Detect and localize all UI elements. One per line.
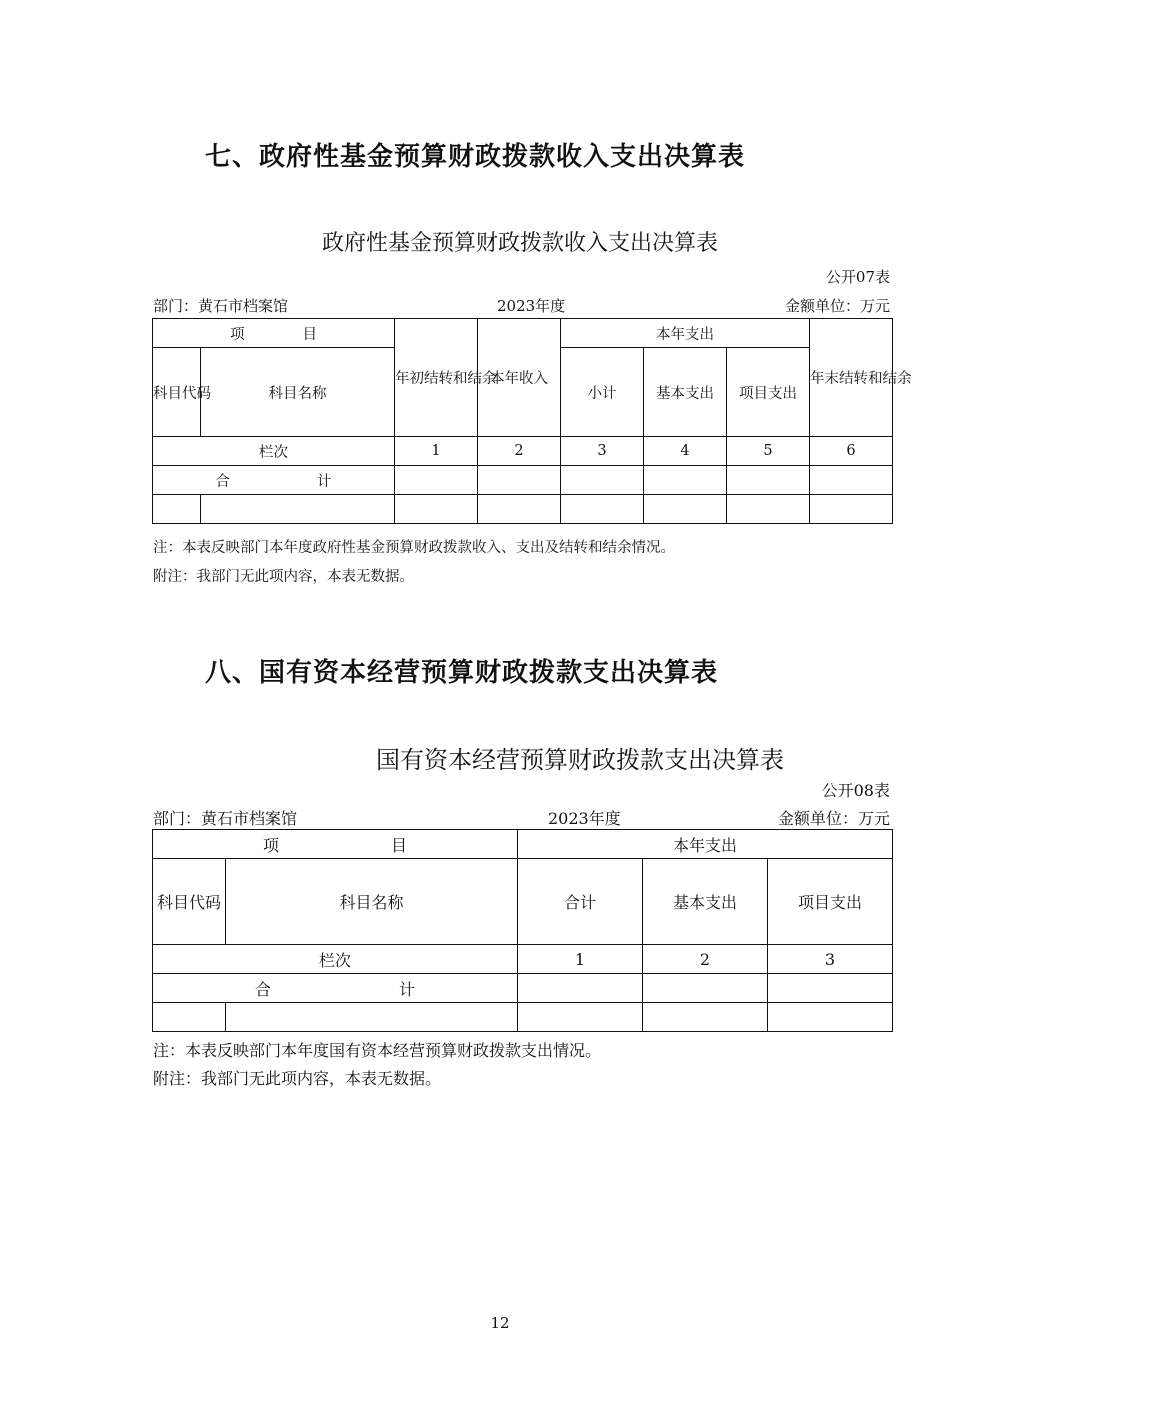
col-number: 3 (768, 945, 893, 974)
table-cell (561, 495, 644, 524)
table7-dept: 部门：黄石市档案馆 (153, 297, 289, 315)
header-expense-group: 本年支出 (518, 830, 893, 859)
table-cell (810, 466, 893, 495)
header-code: 科目代码 (153, 348, 201, 437)
table8-year: 2023年度 (548, 809, 621, 828)
table-cell (395, 466, 478, 495)
table-cell (768, 1003, 893, 1032)
header-name: 科目名称 (201, 348, 395, 437)
table-cell (561, 466, 644, 495)
table7-year: 2023年度 (497, 297, 566, 315)
total-label: 合 计 (153, 466, 395, 495)
table7-unit: 金额单位：万元 (784, 297, 890, 315)
page-number: 12 (490, 1314, 510, 1332)
table7 (152, 318, 912, 524)
col-number: 2 (643, 945, 768, 974)
table-cell (226, 1003, 518, 1032)
col-number: 1 (395, 437, 478, 466)
table-cell (644, 466, 727, 495)
table7-title: 政府性基金预算财政拨款收入支出决算表 (321, 231, 718, 256)
header-project: 项目支出 (727, 348, 810, 437)
section8-heading: 八、国有资本经营预算财政拨款支出决算表 (205, 658, 719, 688)
header-begin-balance: 年初结转和结余 (395, 319, 478, 437)
header-income: 本年收入 (478, 319, 561, 437)
table8-title: 国有资本经营预算财政拨款支出决算表 (376, 746, 784, 774)
table8-dept: 部门：黄石市档案馆 (153, 809, 298, 828)
table8-appendix-note: 附注：我部门无此项内容，本表无数据。 (153, 1069, 442, 1088)
header-item: 项 目 (153, 319, 395, 348)
row-index-label: 栏次 (153, 437, 395, 466)
table-cell (478, 495, 561, 524)
table-cell (727, 466, 810, 495)
table7-form-no: 公开07表 (825, 268, 890, 286)
table8-form-no: 公开08表 (821, 781, 890, 800)
table7-appendix-note: 附注：我部门无此项内容，本表无数据。 (153, 569, 414, 585)
header-total: 合计 (518, 859, 643, 945)
table8 (152, 829, 893, 1032)
header-basic: 基本支出 (644, 348, 727, 437)
table-cell (518, 1003, 643, 1032)
header-name: 科目名称 (226, 859, 518, 945)
table-cell (644, 495, 727, 524)
col-number: 4 (644, 437, 727, 466)
header-end-balance: 年末结转和结余 (810, 319, 893, 437)
table8-unit: 金额单位：万元 (777, 809, 890, 828)
table-cell (478, 466, 561, 495)
header-subtotal: 小计 (561, 348, 644, 437)
table8-note: 注：本表反映部门本年度国有资本经营预算财政拨款支出情况。 (153, 1041, 602, 1060)
table-cell (768, 974, 893, 1003)
table-cell (153, 1003, 226, 1032)
table-cell (153, 495, 201, 524)
col-number: 1 (518, 945, 643, 974)
table-cell (395, 495, 478, 524)
table7-note: 注：本表反映部门本年度政府性基金预算财政拨款收入、支出及结转和结余情况。 (153, 540, 675, 556)
header-code: 科目代码 (153, 859, 226, 945)
section7-heading: 七、政府性基金预算财政拨款收入支出决算表 (205, 142, 746, 172)
table-cell (518, 974, 643, 1003)
total-label: 合 计 (153, 974, 518, 1003)
row-index-label: 栏次 (153, 945, 518, 974)
table-cell (201, 495, 395, 524)
header-item: 项 目 (153, 830, 518, 859)
header-basic: 基本支出 (643, 859, 768, 945)
col-number: 2 (478, 437, 561, 466)
col-number: 5 (727, 437, 810, 466)
table-cell (727, 495, 810, 524)
col-number: 6 (810, 437, 893, 466)
table-cell (643, 1003, 768, 1032)
header-project: 项目支出 (768, 859, 893, 945)
table-cell (810, 495, 893, 524)
header-expense-group: 本年支出 (561, 319, 810, 348)
table-cell (643, 974, 768, 1003)
col-number: 3 (561, 437, 644, 466)
